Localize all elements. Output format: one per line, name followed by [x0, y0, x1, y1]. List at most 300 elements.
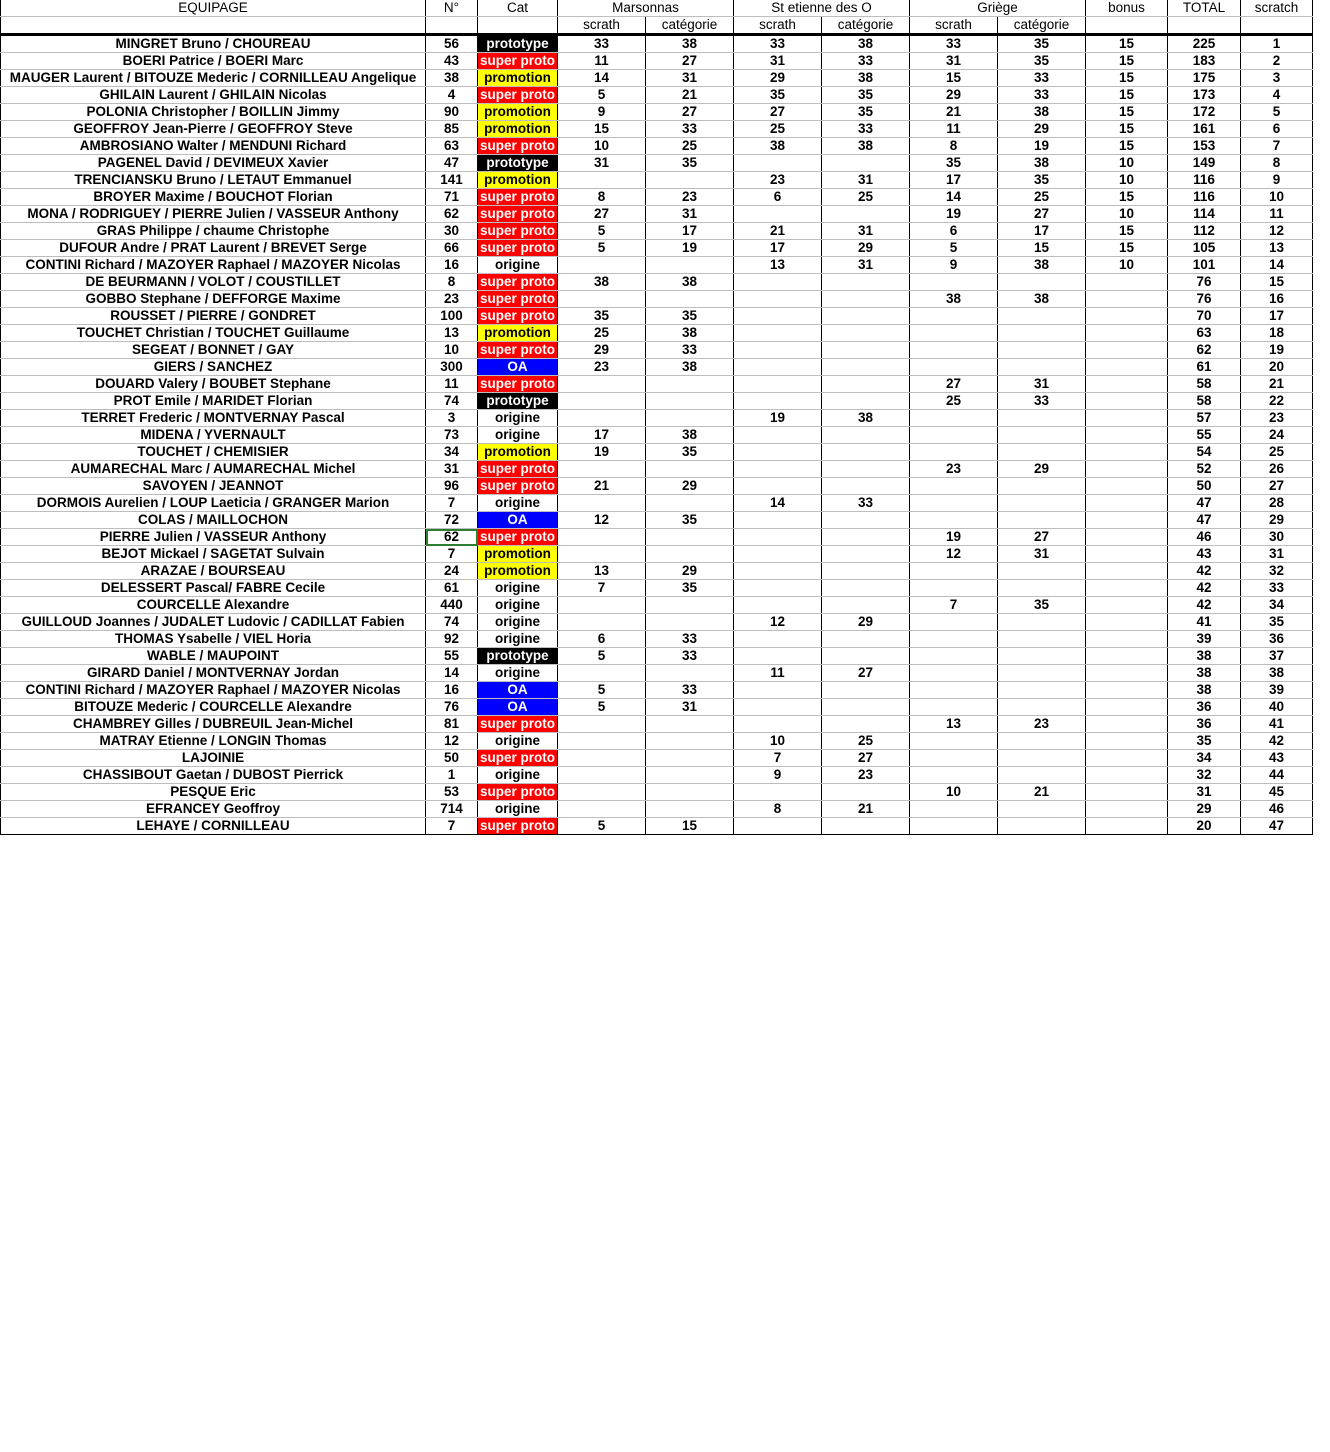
cell-griege-categorie[interactable]	[998, 410, 1086, 427]
cell-griege-scratch[interactable]: 27	[910, 376, 998, 393]
cell-total[interactable]: 116	[1168, 172, 1241, 189]
cell-griege-categorie[interactable]	[998, 750, 1086, 767]
cell-st-etienne-categorie[interactable]: 33	[822, 121, 910, 138]
cell-total[interactable]: 41	[1168, 614, 1241, 631]
cell-total[interactable]: 57	[1168, 410, 1241, 427]
cell-total[interactable]: 55	[1168, 427, 1241, 444]
cell-st-etienne-categorie[interactable]	[822, 580, 910, 597]
cell-marsonnas-scratch[interactable]	[558, 410, 646, 427]
cell-category[interactable]: super proto	[478, 240, 558, 257]
cell-scratch-rank[interactable]: 35	[1241, 614, 1313, 631]
cell-total[interactable]: 105	[1168, 240, 1241, 257]
cell-scratch-rank[interactable]: 26	[1241, 461, 1313, 478]
cell-st-etienne-categorie[interactable]	[822, 376, 910, 393]
cell-griege-categorie[interactable]: 33	[998, 393, 1086, 410]
cell-scratch-rank[interactable]: 5	[1241, 104, 1313, 121]
cell-total[interactable]: 62	[1168, 342, 1241, 359]
cell-category[interactable]: super proto	[478, 308, 558, 325]
cell-num[interactable]: 76	[426, 699, 478, 716]
cell-bonus[interactable]: 15	[1086, 70, 1168, 87]
cell-bonus[interactable]	[1086, 597, 1168, 614]
cell-num[interactable]: 16	[426, 257, 478, 274]
cell-equipage[interactable]: GOBBO Stephane / DEFFORGE Maxime	[1, 291, 426, 308]
cell-griege-scratch[interactable]: 19	[910, 529, 998, 546]
cell-marsonnas-categorie[interactable]: 23	[646, 189, 734, 206]
cell-marsonnas-scratch[interactable]: 12	[558, 512, 646, 529]
cell-marsonnas-scratch[interactable]: 13	[558, 563, 646, 580]
cell-num[interactable]: 100	[426, 308, 478, 325]
cell-st-etienne-scratch[interactable]: 21	[734, 223, 822, 240]
cell-num[interactable]: 7	[426, 495, 478, 512]
cell-marsonnas-scratch[interactable]: 11	[558, 53, 646, 70]
cell-st-etienne-scratch[interactable]	[734, 376, 822, 393]
cell-equipage[interactable]: GIRARD Daniel / MONTVERNAY Jordan	[1, 665, 426, 682]
cell-equipage[interactable]: PROT Emile / MARIDET Florian	[1, 393, 426, 410]
cell-st-etienne-categorie[interactable]: 35	[822, 104, 910, 121]
cell-st-etienne-scratch[interactable]	[734, 716, 822, 733]
cell-num[interactable]: 3	[426, 410, 478, 427]
cell-scratch-rank[interactable]: 21	[1241, 376, 1313, 393]
cell-num[interactable]: 47	[426, 155, 478, 172]
cell-num[interactable]: 141	[426, 172, 478, 189]
cell-griege-categorie[interactable]: 38	[998, 291, 1086, 308]
cell-griege-scratch[interactable]	[910, 631, 998, 648]
cell-marsonnas-scratch[interactable]: 14	[558, 70, 646, 87]
cell-st-etienne-categorie[interactable]	[822, 155, 910, 172]
cell-griege-categorie[interactable]	[998, 648, 1086, 665]
cell-bonus[interactable]: 10	[1086, 172, 1168, 189]
cell-st-etienne-scratch[interactable]: 38	[734, 138, 822, 155]
cell-scratch-rank[interactable]: 12	[1241, 223, 1313, 240]
cell-marsonnas-scratch[interactable]	[558, 172, 646, 189]
cell-equipage[interactable]: AUMARECHAL Marc / AUMARECHAL Michel	[1, 461, 426, 478]
cell-bonus[interactable]: 10	[1086, 155, 1168, 172]
subheader-marsonnas-categorie[interactable]: catégorie	[646, 17, 734, 35]
cell-scratch-rank[interactable]: 27	[1241, 478, 1313, 495]
cell-griege-scratch[interactable]	[910, 274, 998, 291]
cell-griege-scratch[interactable]	[910, 648, 998, 665]
cell-scratch-rank[interactable]: 36	[1241, 631, 1313, 648]
cell-marsonnas-categorie[interactable]	[646, 410, 734, 427]
cell-num[interactable]: 1	[426, 767, 478, 784]
cell-marsonnas-scratch[interactable]: 29	[558, 342, 646, 359]
cell-griege-categorie[interactable]: 35	[998, 53, 1086, 70]
cell-marsonnas-categorie[interactable]	[646, 461, 734, 478]
cell-marsonnas-scratch[interactable]: 23	[558, 359, 646, 376]
cell-griege-scratch[interactable]: 29	[910, 87, 998, 104]
cell-bonus[interactable]	[1086, 614, 1168, 631]
cell-griege-categorie[interactable]	[998, 682, 1086, 699]
cell-marsonnas-scratch[interactable]: 5	[558, 87, 646, 104]
cell-st-etienne-categorie[interactable]: 38	[822, 138, 910, 155]
cell-st-etienne-scratch[interactable]	[734, 291, 822, 308]
cell-equipage[interactable]: GIERS / SANCHEZ	[1, 359, 426, 376]
cell-bonus[interactable]	[1086, 682, 1168, 699]
cell-category[interactable]: super proto	[478, 716, 558, 733]
cell-total[interactable]: 58	[1168, 393, 1241, 410]
cell-bonus[interactable]	[1086, 750, 1168, 767]
cell-marsonnas-categorie[interactable]	[646, 665, 734, 682]
cell-num[interactable]: 24	[426, 563, 478, 580]
cell-st-etienne-scratch[interactable]	[734, 512, 822, 529]
cell-bonus[interactable]	[1086, 784, 1168, 801]
cell-category[interactable]: OA	[478, 512, 558, 529]
cell-bonus[interactable]	[1086, 818, 1168, 835]
cell-marsonnas-categorie[interactable]: 33	[646, 648, 734, 665]
cell-bonus[interactable]: 15	[1086, 87, 1168, 104]
cell-marsonnas-categorie[interactable]: 35	[646, 580, 734, 597]
cell-marsonnas-categorie[interactable]: 31	[646, 206, 734, 223]
cell-num[interactable]: 50	[426, 750, 478, 767]
cell-griege-categorie[interactable]: 38	[998, 155, 1086, 172]
cell-st-etienne-categorie[interactable]: 23	[822, 767, 910, 784]
cell-total[interactable]: 47	[1168, 495, 1241, 512]
cell-marsonnas-scratch[interactable]	[558, 614, 646, 631]
cell-scratch-rank[interactable]: 28	[1241, 495, 1313, 512]
cell-griege-categorie[interactable]: 31	[998, 376, 1086, 393]
cell-marsonnas-categorie[interactable]: 38	[646, 274, 734, 291]
cell-st-etienne-categorie[interactable]: 29	[822, 240, 910, 257]
cell-griege-scratch[interactable]: 15	[910, 70, 998, 87]
cell-st-etienne-categorie[interactable]	[822, 818, 910, 835]
cell-st-etienne-scratch[interactable]	[734, 648, 822, 665]
cell-st-etienne-scratch[interactable]: 19	[734, 410, 822, 427]
cell-total[interactable]: 36	[1168, 699, 1241, 716]
cell-equipage[interactable]: BOERI Patrice / BOERI Marc	[1, 53, 426, 70]
cell-marsonnas-scratch[interactable]	[558, 784, 646, 801]
cell-marsonnas-categorie[interactable]: 33	[646, 631, 734, 648]
header-cat[interactable]: Cat	[478, 0, 558, 17]
cell-marsonnas-categorie[interactable]	[646, 784, 734, 801]
cell-scratch-rank[interactable]: 13	[1241, 240, 1313, 257]
cell-scratch-rank[interactable]: 4	[1241, 87, 1313, 104]
cell-bonus[interactable]	[1086, 546, 1168, 563]
cell-total[interactable]: 54	[1168, 444, 1241, 461]
cell-griege-scratch[interactable]: 25	[910, 393, 998, 410]
cell-category[interactable]: super proto	[478, 529, 558, 546]
cell-griege-scratch[interactable]: 10	[910, 784, 998, 801]
cell-griege-categorie[interactable]: 35	[998, 597, 1086, 614]
cell-bonus[interactable]	[1086, 461, 1168, 478]
cell-category[interactable]: promotion	[478, 121, 558, 138]
subheader-empty[interactable]	[426, 17, 478, 35]
cell-st-etienne-scratch[interactable]: 6	[734, 189, 822, 206]
cell-griege-categorie[interactable]: 35	[998, 172, 1086, 189]
cell-st-etienne-scratch[interactable]	[734, 359, 822, 376]
cell-bonus[interactable]	[1086, 529, 1168, 546]
cell-scratch-rank[interactable]: 22	[1241, 393, 1313, 410]
cell-st-etienne-categorie[interactable]	[822, 461, 910, 478]
cell-num[interactable]: 55	[426, 648, 478, 665]
cell-total[interactable]: 38	[1168, 682, 1241, 699]
cell-marsonnas-categorie[interactable]: 38	[646, 35, 734, 53]
cell-bonus[interactable]: 15	[1086, 223, 1168, 240]
cell-griege-categorie[interactable]	[998, 444, 1086, 461]
cell-equipage[interactable]: SAVOYEN / JEANNOT	[1, 478, 426, 495]
cell-equipage[interactable]: DE BEURMANN / VOLOT / COUSTILLET	[1, 274, 426, 291]
cell-griege-categorie[interactable]: 33	[998, 87, 1086, 104]
cell-marsonnas-scratch[interactable]: 5	[558, 818, 646, 835]
cell-griege-categorie[interactable]	[998, 631, 1086, 648]
cell-griege-categorie[interactable]	[998, 308, 1086, 325]
cell-marsonnas-scratch[interactable]: 19	[558, 444, 646, 461]
cell-marsonnas-scratch[interactable]: 5	[558, 648, 646, 665]
cell-st-etienne-scratch[interactable]: 13	[734, 257, 822, 274]
subheader-empty[interactable]	[1086, 17, 1168, 35]
cell-total[interactable]: 20	[1168, 818, 1241, 835]
cell-bonus[interactable]	[1086, 478, 1168, 495]
cell-num[interactable]: 7	[426, 818, 478, 835]
cell-bonus[interactable]	[1086, 767, 1168, 784]
cell-griege-scratch[interactable]	[910, 750, 998, 767]
cell-bonus[interactable]: 10	[1086, 206, 1168, 223]
cell-st-etienne-scratch[interactable]	[734, 478, 822, 495]
cell-griege-scratch[interactable]	[910, 665, 998, 682]
cell-equipage[interactable]: ROUSSET / PIERRE / GONDRET	[1, 308, 426, 325]
cell-bonus[interactable]	[1086, 444, 1168, 461]
cell-category[interactable]: origine	[478, 631, 558, 648]
cell-griege-scratch[interactable]	[910, 512, 998, 529]
cell-marsonnas-scratch[interactable]	[558, 597, 646, 614]
cell-st-etienne-categorie[interactable]	[822, 784, 910, 801]
cell-marsonnas-scratch[interactable]: 15	[558, 121, 646, 138]
cell-equipage[interactable]: POLONIA Christopher / BOILLIN Jimmy	[1, 104, 426, 121]
cell-marsonnas-scratch[interactable]: 35	[558, 308, 646, 325]
cell-equipage[interactable]: GUILLOUD Joannes / JUDALET Ludovic / CADILLAT Fabien	[1, 614, 426, 631]
cell-griege-categorie[interactable]: 15	[998, 240, 1086, 257]
cell-total[interactable]: 149	[1168, 155, 1241, 172]
cell-category[interactable]: promotion	[478, 172, 558, 189]
cell-bonus[interactable]: 15	[1086, 53, 1168, 70]
cell-bonus[interactable]	[1086, 631, 1168, 648]
cell-marsonnas-categorie[interactable]: 29	[646, 478, 734, 495]
cell-equipage[interactable]: CONTINI Richard / MAZOYER Raphael / MAZOYER Nicolas	[1, 682, 426, 699]
cell-category[interactable]: super proto	[478, 189, 558, 206]
cell-st-etienne-scratch[interactable]	[734, 784, 822, 801]
cell-num[interactable]: 12	[426, 733, 478, 750]
cell-st-etienne-scratch[interactable]	[734, 461, 822, 478]
cell-griege-scratch[interactable]: 14	[910, 189, 998, 206]
cell-st-etienne-categorie[interactable]	[822, 427, 910, 444]
cell-marsonnas-categorie[interactable]: 38	[646, 359, 734, 376]
cell-scratch-rank[interactable]: 45	[1241, 784, 1313, 801]
cell-griege-categorie[interactable]: 35	[998, 35, 1086, 53]
cell-st-etienne-scratch[interactable]: 25	[734, 121, 822, 138]
cell-equipage[interactable]: BEJOT Mickael / SAGETAT Sulvain	[1, 546, 426, 563]
cell-st-etienne-categorie[interactable]	[822, 512, 910, 529]
cell-equipage[interactable]: DORMOIS Aurelien / LOUP Laeticia / GRANGER Marion	[1, 495, 426, 512]
cell-st-etienne-categorie[interactable]	[822, 342, 910, 359]
cell-scratch-rank[interactable]: 37	[1241, 648, 1313, 665]
cell-num[interactable]: 96	[426, 478, 478, 495]
cell-marsonnas-categorie[interactable]: 17	[646, 223, 734, 240]
cell-num[interactable]: 30	[426, 223, 478, 240]
subheader-empty[interactable]	[1, 17, 426, 35]
cell-category[interactable]: super proto	[478, 87, 558, 104]
cell-griege-scratch[interactable]	[910, 818, 998, 835]
cell-griege-categorie[interactable]: 27	[998, 529, 1086, 546]
cell-bonus[interactable]	[1086, 274, 1168, 291]
cell-bonus[interactable]	[1086, 393, 1168, 410]
cell-category[interactable]: OA	[478, 682, 558, 699]
cell-scratch-rank[interactable]: 1	[1241, 35, 1313, 53]
cell-st-etienne-categorie[interactable]	[822, 206, 910, 223]
cell-total[interactable]: 173	[1168, 87, 1241, 104]
subheader-marsonnas-scratch[interactable]: scrath	[558, 17, 646, 35]
cell-st-etienne-categorie[interactable]	[822, 699, 910, 716]
cell-num[interactable]: 714	[426, 801, 478, 818]
cell-num[interactable]: 85	[426, 121, 478, 138]
header-race-marsonnas[interactable]: Marsonnas	[558, 0, 734, 17]
cell-st-etienne-categorie[interactable]	[822, 648, 910, 665]
cell-equipage[interactable]: GEOFFROY Jean-Pierre / GEOFFROY Steve	[1, 121, 426, 138]
cell-total[interactable]: 161	[1168, 121, 1241, 138]
cell-griege-scratch[interactable]: 19	[910, 206, 998, 223]
cell-total[interactable]: 175	[1168, 70, 1241, 87]
cell-num[interactable]: 61	[426, 580, 478, 597]
cell-category[interactable]: prototype	[478, 393, 558, 410]
cell-category[interactable]: origine	[478, 801, 558, 818]
cell-num[interactable]: 300	[426, 359, 478, 376]
cell-scratch-rank[interactable]: 20	[1241, 359, 1313, 376]
cell-st-etienne-categorie[interactable]	[822, 444, 910, 461]
cell-equipage[interactable]: PAGENEL David / DEVIMEUX Xavier	[1, 155, 426, 172]
cell-num[interactable]: 11	[426, 376, 478, 393]
cell-marsonnas-scratch[interactable]	[558, 750, 646, 767]
cell-equipage[interactable]: BITOUZE Mederic / COURCELLE Alexandre	[1, 699, 426, 716]
subheader-griege-categorie[interactable]: catégorie	[998, 17, 1086, 35]
cell-griege-categorie[interactable]: 19	[998, 138, 1086, 155]
cell-griege-scratch[interactable]: 33	[910, 35, 998, 53]
cell-num[interactable]: 62	[426, 206, 478, 223]
cell-griege-scratch[interactable]: 12	[910, 546, 998, 563]
cell-st-etienne-categorie[interactable]	[822, 529, 910, 546]
cell-total[interactable]: 76	[1168, 274, 1241, 291]
cell-griege-scratch[interactable]: 38	[910, 291, 998, 308]
cell-scratch-rank[interactable]: 33	[1241, 580, 1313, 597]
cell-st-etienne-categorie[interactable]	[822, 393, 910, 410]
cell-marsonnas-categorie[interactable]	[646, 597, 734, 614]
cell-scratch-rank[interactable]: 9	[1241, 172, 1313, 189]
cell-griege-categorie[interactable]: 23	[998, 716, 1086, 733]
cell-equipage[interactable]: DOUARD Valery / BOUBET Stephane	[1, 376, 426, 393]
cell-st-etienne-categorie[interactable]	[822, 682, 910, 699]
cell-marsonnas-scratch[interactable]: 25	[558, 325, 646, 342]
cell-scratch-rank[interactable]: 10	[1241, 189, 1313, 206]
cell-total[interactable]: 101	[1168, 257, 1241, 274]
cell-griege-scratch[interactable]: 31	[910, 53, 998, 70]
cell-category[interactable]: super proto	[478, 376, 558, 393]
cell-num[interactable]: 66	[426, 240, 478, 257]
cell-st-etienne-scratch[interactable]	[734, 631, 822, 648]
cell-num[interactable]: 63	[426, 138, 478, 155]
cell-bonus[interactable]	[1086, 665, 1168, 682]
cell-st-etienne-categorie[interactable]	[822, 716, 910, 733]
cell-bonus[interactable]	[1086, 563, 1168, 580]
cell-num[interactable]: 10	[426, 342, 478, 359]
cell-marsonnas-categorie[interactable]	[646, 172, 734, 189]
header-bonus[interactable]: bonus	[1086, 0, 1168, 17]
cell-st-etienne-scratch[interactable]	[734, 308, 822, 325]
cell-bonus[interactable]	[1086, 410, 1168, 427]
cell-category[interactable]: OA	[478, 699, 558, 716]
cell-marsonnas-scratch[interactable]: 27	[558, 206, 646, 223]
cell-st-etienne-scratch[interactable]: 35	[734, 87, 822, 104]
cell-category[interactable]: promotion	[478, 444, 558, 461]
cell-griege-scratch[interactable]: 17	[910, 172, 998, 189]
cell-griege-scratch[interactable]	[910, 495, 998, 512]
cell-equipage[interactable]: ARAZAE / BOURSEAU	[1, 563, 426, 580]
cell-marsonnas-categorie[interactable]	[646, 716, 734, 733]
cell-marsonnas-scratch[interactable]: 9	[558, 104, 646, 121]
cell-category[interactable]: promotion	[478, 70, 558, 87]
cell-marsonnas-scratch[interactable]: 5	[558, 223, 646, 240]
cell-num[interactable]: 71	[426, 189, 478, 206]
cell-st-etienne-scratch[interactable]	[734, 444, 822, 461]
cell-bonus[interactable]	[1086, 495, 1168, 512]
cell-marsonnas-categorie[interactable]	[646, 614, 734, 631]
cell-total[interactable]: 58	[1168, 376, 1241, 393]
cell-griege-categorie[interactable]	[998, 733, 1086, 750]
cell-marsonnas-categorie[interactable]: 31	[646, 70, 734, 87]
cell-marsonnas-scratch[interactable]	[558, 767, 646, 784]
cell-griege-scratch[interactable]: 13	[910, 716, 998, 733]
cell-category[interactable]: super proto	[478, 461, 558, 478]
header-equipage[interactable]: EQUIPAGE	[1, 0, 426, 17]
cell-marsonnas-scratch[interactable]: 17	[558, 427, 646, 444]
cell-equipage[interactable]: BROYER Maxime / BOUCHOT Florian	[1, 189, 426, 206]
cell-st-etienne-scratch[interactable]: 29	[734, 70, 822, 87]
cell-griege-scratch[interactable]: 5	[910, 240, 998, 257]
cell-st-etienne-categorie[interactable]: 31	[822, 172, 910, 189]
cell-st-etienne-categorie[interactable]	[822, 274, 910, 291]
cell-griege-categorie[interactable]: 29	[998, 461, 1086, 478]
cell-st-etienne-scratch[interactable]	[734, 393, 822, 410]
cell-marsonnas-categorie[interactable]	[646, 291, 734, 308]
cell-total[interactable]: 47	[1168, 512, 1241, 529]
header-scratch[interactable]: scratch	[1241, 0, 1313, 17]
cell-st-etienne-scratch[interactable]: 9	[734, 767, 822, 784]
cell-marsonnas-scratch[interactable]	[558, 716, 646, 733]
cell-total[interactable]: 70	[1168, 308, 1241, 325]
cell-marsonnas-categorie[interactable]	[646, 393, 734, 410]
cell-griege-scratch[interactable]	[910, 427, 998, 444]
cell-scratch-rank[interactable]: 39	[1241, 682, 1313, 699]
cell-st-etienne-scratch[interactable]: 17	[734, 240, 822, 257]
cell-total[interactable]: 63	[1168, 325, 1241, 342]
cell-st-etienne-categorie[interactable]: 38	[822, 35, 910, 53]
cell-equipage[interactable]: GRAS Philippe / chaume Christophe	[1, 223, 426, 240]
cell-scratch-rank[interactable]: 46	[1241, 801, 1313, 818]
cell-st-etienne-scratch[interactable]: 31	[734, 53, 822, 70]
cell-equipage[interactable]: DELESSERT Pascal/ FABRE Cecile	[1, 580, 426, 597]
cell-marsonnas-scratch[interactable]	[558, 733, 646, 750]
cell-marsonnas-categorie[interactable]: 33	[646, 121, 734, 138]
cell-num[interactable]: 38	[426, 70, 478, 87]
cell-griege-scratch[interactable]	[910, 359, 998, 376]
cell-bonus[interactable]: 10	[1086, 257, 1168, 274]
cell-bonus[interactable]	[1086, 580, 1168, 597]
cell-marsonnas-scratch[interactable]	[558, 665, 646, 682]
cell-griege-categorie[interactable]: 27	[998, 206, 1086, 223]
cell-griege-scratch[interactable]: 11	[910, 121, 998, 138]
cell-st-etienne-categorie[interactable]	[822, 325, 910, 342]
cell-scratch-rank[interactable]: 16	[1241, 291, 1313, 308]
cell-marsonnas-scratch[interactable]	[558, 291, 646, 308]
cell-marsonnas-scratch[interactable]	[558, 546, 646, 563]
cell-category[interactable]: prototype	[478, 648, 558, 665]
cell-category[interactable]: super proto	[478, 342, 558, 359]
